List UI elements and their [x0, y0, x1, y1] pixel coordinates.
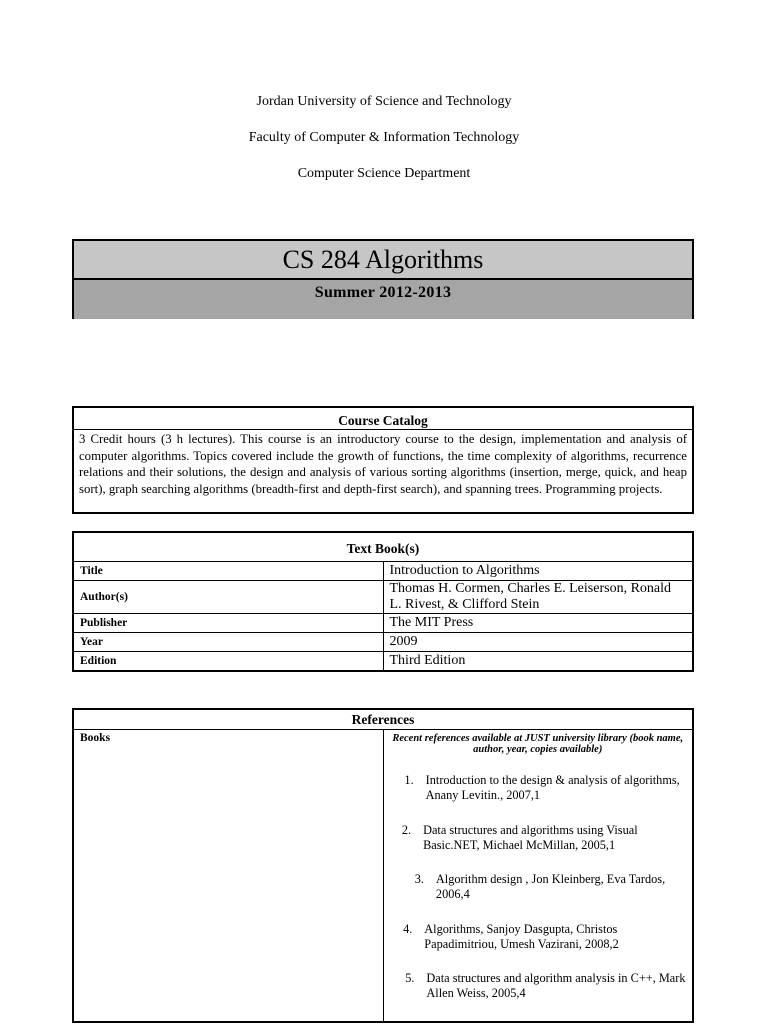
textbook-label: Author(s)	[73, 581, 383, 614]
table-row	[73, 652, 693, 672]
list-item-number: 5.	[405, 971, 415, 985]
books-label: Books	[73, 730, 383, 1022]
references-content	[383, 730, 693, 1022]
references-list	[384, 773, 693, 1001]
list-item	[384, 823, 693, 853]
list-item-text: Algorithms, Sanjoy Dasgupta, Christos Papadimitriou, Umesh Vazirani, 2008,2	[424, 921, 619, 951]
list-item	[384, 773, 693, 803]
references-note: Recent references available at JUST university library (book name, author, year, copies available)	[392, 733, 684, 755]
textbook-value: The MIT Press	[383, 614, 693, 633]
textbook-table	[72, 531, 694, 672]
course-catalog-box	[72, 406, 694, 514]
university-name: Jordan University of Science and Technology	[256, 94, 512, 109]
list-item-number: 4.	[403, 921, 413, 936]
references-heading: References	[73, 709, 693, 730]
textbook-value: 2009	[383, 633, 693, 652]
course-title: CS 284 Algorithms	[74, 241, 692, 280]
table-row	[73, 581, 693, 614]
table-row	[73, 614, 693, 633]
list-item-number: 2.	[401, 822, 412, 837]
list-item-text: Algorithm design , Jon Kleinberg, Eva Tardos, 2006,4	[435, 872, 666, 901]
list-item-number: 1.	[404, 773, 414, 787]
table-row	[73, 633, 693, 652]
list-item-number: 3.	[414, 872, 424, 886]
list-item	[384, 872, 693, 902]
textbook-label: Title	[73, 562, 383, 581]
table-row	[73, 562, 693, 581]
department-name: Computer Science Department	[297, 166, 471, 181]
course-semester: Summer 2012-2013	[74, 280, 692, 319]
list-item	[384, 971, 693, 1001]
course-catalog-heading: Course Catalog	[74, 408, 692, 430]
textbook-label: Publisher	[73, 614, 383, 633]
list-item-text: Data structures and algorithm analysis in C++, Mark Allen Weiss, 2005,4	[426, 971, 686, 1000]
references-table	[72, 708, 694, 1023]
list-item	[384, 922, 693, 952]
textbook-label: Edition	[73, 652, 383, 672]
textbook-label: Year	[73, 633, 383, 652]
textbook-heading: Text Book(s)	[73, 532, 693, 562]
textbook-value: Thomas H. Cormen, Charles E. Leiserson, Ronald L. Rivest, & Clifford Stein	[383, 581, 693, 614]
list-item-text: Introduction to the design & analysis of algorithms, Anany Levitin., 2007,1	[425, 773, 680, 802]
textbook-value: Third Edition	[383, 652, 693, 672]
course-catalog-description: 3 Credit hours (3 h lectures). This course is an introductory course to the design, implementation and analysis of computer algorithms. Topics covered include the growth of functions, the time complexity of algorithms, recurrence relations and their solutions, the design and analysis of various sorting algorithms (insertion, merge, quick, and heap sort), graph searching algorithms (breadth-first and depth-first search), and spanning trees. Programming projects.	[79, 432, 687, 496]
list-item-text: Data structures and algorithms using Visual Basic.NET, Michael McMillan, 2005,1	[423, 822, 638, 852]
course-title-box	[72, 239, 694, 319]
textbook-value: Introduction to Algorithms	[383, 562, 693, 581]
faculty-name: Faculty of Computer & Information Technology	[248, 130, 520, 145]
